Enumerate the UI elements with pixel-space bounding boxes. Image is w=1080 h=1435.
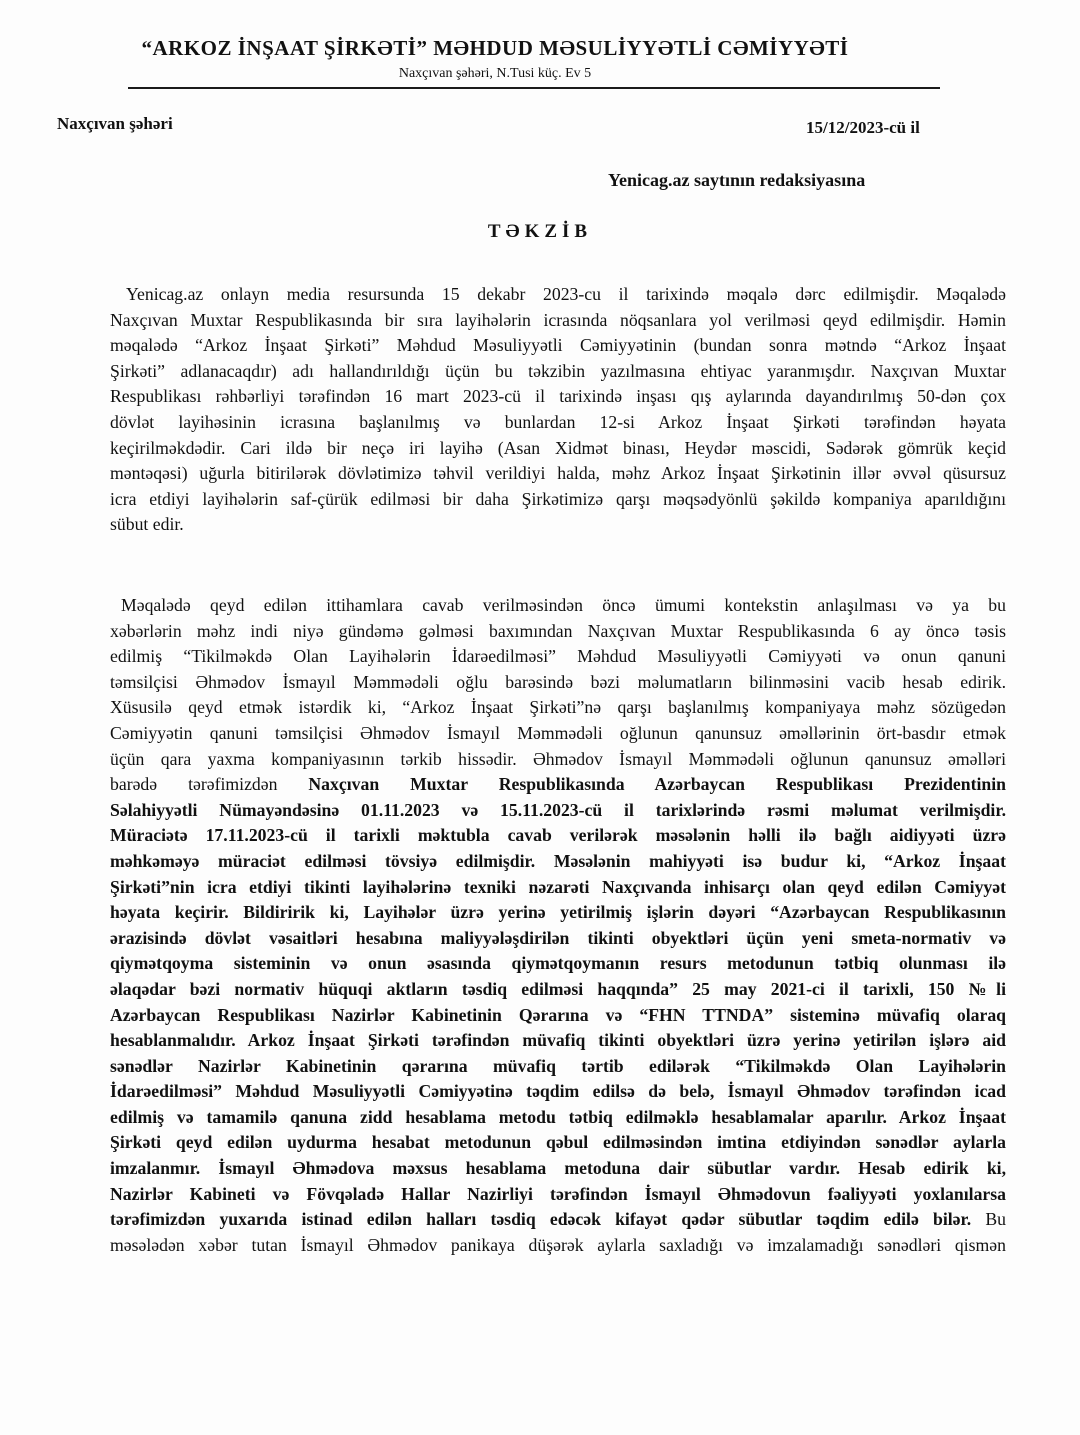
paragraph-2-bold-line: Səlahiyyətli Nümayəndəsinə 01.11.2023 və 15.11.2023-cü il tarixlərində rəsmi məlumat verilmişdir. — [110, 799, 1006, 820]
paragraph-2-bold-line: sənədlər Nazirlər Kabinetinin qərarına müvafiq tərtib edilərək “Tikilməkdə Olan Layihələrin — [110, 1055, 1006, 1076]
paragraph-2-bold-text: tərəfimizdən yuxarıda istinad edilən halları təsdiq edəcək kifayət qədər sübutlar təqdim edilə bilər. — [110, 1209, 972, 1230]
paragraph-1-line: Respublikası rəhbərliyi tərəfindən 16 mart 2023-cü il tarixində inşası qış aylarında dayandırılmış 50-dən çox — [110, 386, 1006, 407]
paragraph-2-bold-line: imzalanmır. İsmayıl Əhmədova məxsus hesablama metoduna dair sübutlar vardır. Hesab edirik ki, — [110, 1158, 1006, 1179]
paragraph-2-line: Xüsusilə qeyd etmək istərdik ki, “Arkoz İnşaat Şirkəti”nə qarşı başlanılmış kompaniyaya məhz sözügedən — [110, 697, 1006, 718]
paragraph-2-bold-line: Azərbaycan Respublikası Nazirlər Kabinetinin Qərarına və “FHN TTNDA” sisteminə müvafiq olaraq — [110, 1004, 1006, 1025]
paragraph-2-bold-line: həyata keçirir. Bildiririk ki, Layihələr üzrə yerinə yetirilmiş işlərin dəyəri “Azərbaycan Respublikasının — [110, 902, 1006, 923]
paragraph-2-bold-line: hesablanmalıdır. Arkoz İnşaat Şirkəti tərəfindən müvafiq tikinti obyektləri üzrə yerinə yetirilən işlərə aid — [110, 1030, 1006, 1051]
paragraph-2-bold-line: ərazisində dövlət vəsaitləri hesabına maliyyələşdirilən tikinti obyektləri üçün yeni smeta-normativ və — [110, 927, 1006, 948]
company-address: Naxçıvan şəhəri, N.Tusi küç. Ev 5 — [398, 66, 592, 81]
paragraph-2-bold-line: məhkəməyə müraciət edilməsi tövsiyə edilmişdir. Məsələnin mahiyyəti isə budur ki, “Arkoz İnşaat — [110, 850, 1006, 871]
paragraph-1-line: keçirilməkdədir. Cari ildə bir neçə iri layihə (Asan Xidmət binası, Heydər məscidi, Sədərək gömrük keçid — [110, 437, 1006, 458]
paragraph-1 — [110, 282, 1006, 538]
paragraph-2-bold-line: Şirkəti”nin icra etdiyi tikinti layihələrinə texniki nəzarəti Naxçıvanda inhisarçı olan qeyd edilən Cəmiyyət — [110, 876, 1006, 897]
paragraph-2-line: Məqalədə qeyd edilən ittihamlara cavab verilməsindən öncə ümumi kontekstin anlaşılması və ya bu — [121, 595, 1006, 615]
paragraph-2-bold-line: Nazirlər Kabineti və Fövqəladə Hallar Nazirliyi tərəfindən İsmayıl Əhmədovun fəaliyyəti yoxlanılarsa — [110, 1183, 1006, 1204]
paragraph-1-line: dövlət layihəsinin icrasına başlanılmış və bunlardan 12-si Arkoz İnşaat Şirkəti tərəfindən həyata — [110, 411, 1006, 432]
paragraph-1-line: Yenicag.az onlayn media resursunda 15 dekabr 2023-cu il tarixində məqalə dərc edilmişdir. Məqalədə — [126, 284, 1006, 304]
place-of-issue: Naxçıvan şəhəri — [57, 114, 173, 133]
letter-date: 15/12/2023-cü il — [806, 118, 920, 137]
paragraph-2-line-mixed — [110, 1207, 1006, 1233]
paragraph-2-line: Cəmiyyətin qanuni təmsilçisi Əhmədov İsmayıl Məmmədəli oğlunun qanunsuz əməllərinin ört-basdır etmək — [110, 722, 1006, 743]
paragraph-1-line: məntəqəsi) uğurla bitirilərək dövlətimizə təhvil verildiyi halda, məhz Arkoz İnşaat Şirkətinin illər əvvəl qüsursuz — [110, 463, 1006, 484]
paragraph-2-line: təmsilçisi Əhmədov İsmayıl Məmmədəli oğlu barəsində bəzi məlumatların bilinməsini vacib hesab edirik. — [110, 671, 1006, 692]
paragraph-1-line: Naxçıvan Muxtar Respublikasında bir sıra layihələrin icrasında nöqsanlara yol verilməsi qeyd edilmişdir. Həmin — [110, 309, 1006, 330]
paragraph-2-line-mixed — [110, 772, 1006, 798]
paragraph-2-bold-line: qiymətqoyma sisteminin və onun əsasında qiymətqoymanın resurs metodunun tətbiq olunması ilə — [110, 953, 1006, 974]
paragraph-2-line: xəbərlərin məhz indi niyə gündəmə gəlməsi baxımından Naxçıvan Muxtar Respublikasında 6 ay öncə təsis — [110, 620, 1006, 641]
paragraph-2-bold-text: Naxçıvan Muxtar Respublikasında Azərbaycan Respublikası Prezidentinin — [308, 774, 1006, 795]
paragraph-2-bold-line: əlaqədar bəzi normativ hüquqi aktların təsdiq edilməsi haqqında” 25 may 2021-ci il tarixli, 150 №li — [110, 978, 1006, 999]
paragraph-1-line: məqalədə “Arkoz İnşaat Şirkəti” Məhdud Məsuliyyətli Cəmiyyətinin (bundan sonra mətndə “Arkoz İnşaat — [110, 335, 1006, 356]
letterhead-divider — [128, 87, 940, 89]
paragraph-2-text: barədə tərəfimizdən — [110, 774, 278, 795]
recipient: Yenicag.az saytının redaksiyasına — [608, 170, 866, 190]
paragraph-2-line: məsələdən xəbər tutan İsmayıl Əhmədov panikaya düşərək aylarla saxladığı və imzalamadığı sənədləri qismən — [110, 1234, 1006, 1255]
company-name: “ARKOZ İNŞAAT ŞİRKƏTİ” MƏHDUD MƏSULİYYƏTLİ CƏMİYYƏTİ — [141, 36, 849, 60]
paragraph-2-bold-line: edilmiş və tamamilə qanuna zidd hesablama metodu tətbiq edilməklə hesablamalar aparılır. Arkoz İnşaat — [110, 1106, 1006, 1127]
paragraph-1-line: sübut edir. — [110, 514, 184, 535]
paragraph-2-text: Bu — [985, 1209, 1007, 1230]
paragraph-2-bold-line: Şirkəti qeyd edilən uydurma hesabat metodunun qəbul edilməsindən imtina etdiyindən sənədlər aylarla — [110, 1132, 1006, 1153]
paragraph-2-bold-line: İdarəedilməsi” Məhdud Məsuliyyətli Cəmiyyətinə təqdim edilsə də belə, İsmayıl Əhmədov tərəfindən icad — [110, 1081, 1006, 1102]
paragraph-2-line: edilmiş “Tikilməkdə Olan Layihələrin İdarəedilməsi” Məhdud Məsuliyyətli Cəmiyyəti və onun qanuni — [110, 646, 1006, 667]
paragraph-2-bold-line: Müraciətə 17.11.2023-cü il tarixli məktubla cavab verilərək məsələnin həlli ilə bağlı aidiyyəti üzrə — [110, 825, 1006, 846]
paragraph-2-line: üçün qara yaxma kompaniyasının tərkib hissədir. Əhmədov İsmayıl Məmmədəli oğlunun qanunsuz əməlləri — [110, 748, 1006, 769]
document-title: TƏKZİB — [487, 221, 593, 242]
paragraph-1-line: icra etdiyi layihələrin saf-çürük edilməsi bir daha Şirkətimizə qarşı məqsədyönlü şəkildə kompaniya aparıldığını — [110, 488, 1006, 509]
paragraph-1-line: Şirkəti” adlanacaqdır) adı hallandırıldığı üçün bu təkzibin yazılmasına ehtiyac yaranmışdır. Naxçıvan Muxtar — [110, 360, 1006, 381]
paragraph-2 — [110, 593, 1006, 1258]
